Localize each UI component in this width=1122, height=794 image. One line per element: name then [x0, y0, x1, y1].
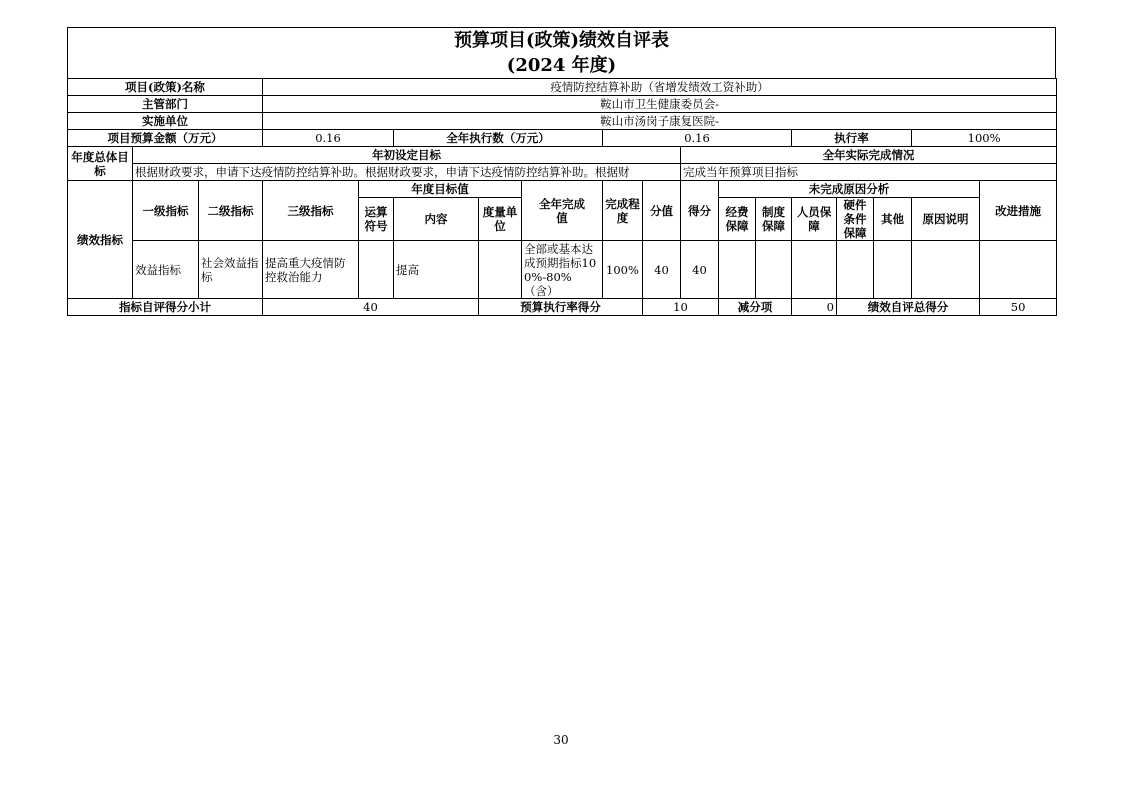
dept-label: 主管部门 [68, 96, 263, 113]
funding-header: 经费保障 [719, 198, 756, 241]
row-score: 40 [681, 241, 719, 299]
title-block [67, 27, 1056, 78]
target-group-header: 年度目标值 [359, 181, 522, 198]
goals-header-row [68, 147, 1057, 164]
exec-score-value: 10 [643, 299, 719, 316]
row-funding [719, 241, 756, 299]
unit-value: 鞍山市汤岗子康复医院- [263, 113, 1057, 130]
reason-group-header: 未完成原因分析 [719, 181, 980, 198]
exec-label: 全年执行数（万元） [394, 130, 603, 147]
evaluation-table [67, 78, 1057, 316]
row-annual-value-text: 全部或基本达成预期指标100%-80%（含） [524, 242, 597, 298]
row-completion: 100% [603, 241, 643, 299]
level1-header: 一级指标 [133, 181, 199, 241]
row-operator [359, 241, 394, 299]
row-unit [479, 241, 522, 299]
score-header: 得分 [681, 181, 719, 241]
improve-header: 改进措施 [980, 181, 1057, 241]
row-other [874, 241, 912, 299]
unit-row [68, 113, 1057, 130]
row-level3: 提高重大疫情防控救治能力 [263, 241, 359, 299]
row-reason-desc [912, 241, 980, 299]
hardware-header-text: 硬件条件保障 [843, 198, 867, 240]
row-improve [980, 241, 1057, 299]
exec-score-label: 预算执行率得分 [479, 299, 643, 316]
other-header: 其他 [874, 198, 912, 241]
content-header: 内容 [394, 198, 479, 241]
row-content: 提高 [394, 241, 479, 299]
indicators-section-label: 绩效指标 [68, 181, 133, 299]
completion-header: 完成程度 [603, 181, 643, 241]
row-level1: 效益指标 [133, 241, 199, 299]
row-hardware [837, 241, 874, 299]
score-value-header: 分值 [643, 181, 681, 241]
page-subtitle: (2024 年度) [506, 55, 617, 76]
subtotal-value: 40 [263, 299, 479, 316]
budget-label: 项目预算金额（万元） [68, 130, 263, 147]
budget-value: 0.16 [263, 130, 394, 147]
row-system [756, 241, 792, 299]
evaluation-sheet [67, 27, 1056, 324]
page-number: 30 [553, 733, 569, 747]
deduct-label: 减分项 [719, 299, 792, 316]
personnel-header: 人员保障 [792, 198, 837, 241]
page-title: 预算项目(政策)绩效自评表 [453, 30, 670, 51]
project-name-label: 项目(政策)名称 [68, 79, 263, 96]
system-header: 制度保障 [756, 198, 792, 241]
row-score-value: 40 [643, 241, 681, 299]
total-value: 50 [980, 299, 1057, 316]
initial-goal-label: 年初设定目标 [133, 147, 681, 164]
dept-row [68, 96, 1057, 113]
rate-value: 100% [912, 130, 1057, 147]
level3-header: 三级指标 [263, 181, 359, 241]
actual-result-label: 全年实际完成情况 [681, 147, 1057, 164]
annual-value-header-text: 全年完成值 [539, 196, 585, 225]
row-personnel [792, 241, 837, 299]
operator-header: 运算符号 [359, 198, 394, 241]
row-level2: 社会效益指标 [199, 241, 263, 299]
footer-row [68, 299, 1057, 316]
project-name-row [68, 79, 1057, 96]
unit-label: 实施单位 [68, 113, 263, 130]
budget-row [68, 130, 1057, 147]
initial-goal-text: 根据财政要求，申请下达疫情防控结算补助。根据财政要求，申请下达疫情防控结算补助。根据财 [133, 164, 681, 181]
actual-result-text: 完成当年预算项目指标 [681, 164, 1057, 181]
annual-value-header [522, 181, 603, 241]
reason-desc-header: 原因说明 [912, 198, 980, 241]
exec-value: 0.16 [603, 130, 792, 147]
level2-header: 二级指标 [199, 181, 263, 241]
unit-header: 度量单位 [479, 198, 522, 241]
rate-label: 执行率 [792, 130, 912, 147]
goals-label: 年度总体目标 [68, 147, 133, 181]
deduct-value: 0 [792, 299, 837, 316]
indicator-header-row-1 [68, 181, 1057, 198]
total-label: 绩效自评总得分 [837, 299, 980, 316]
project-name-value: 疫情防控结算补助（省增发绩效工资补助） [263, 79, 1057, 96]
goals-text-row [68, 164, 1057, 181]
subtotal-label: 指标自评得分小计 [68, 299, 263, 316]
dept-value: 鞍山市卫生健康委员会- [263, 96, 1057, 113]
hardware-header [837, 198, 874, 241]
table-row [68, 241, 1057, 299]
row-annual-value [522, 241, 603, 299]
